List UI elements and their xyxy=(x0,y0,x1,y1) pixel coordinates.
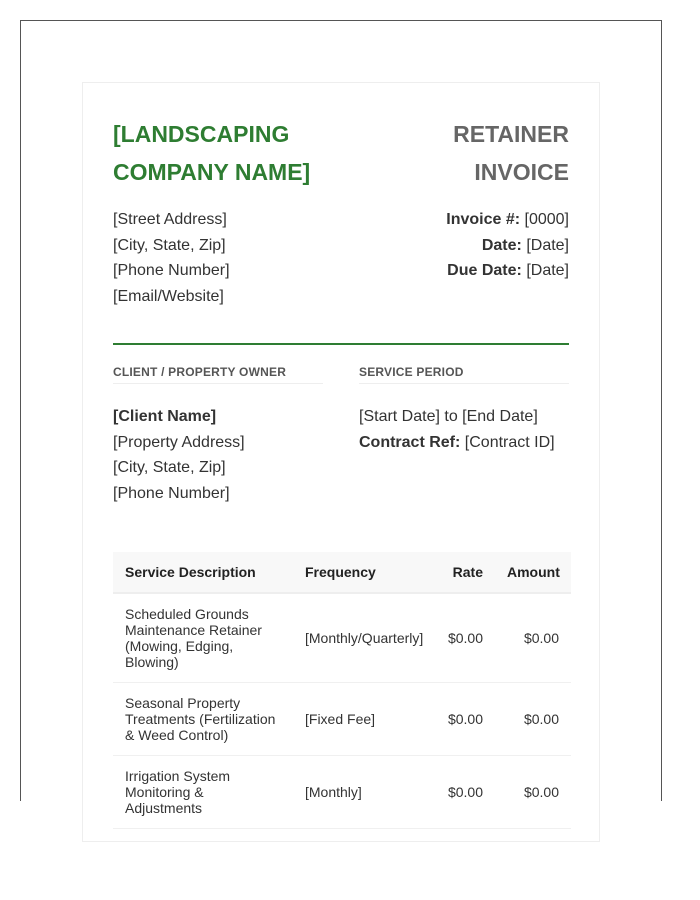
row-description: Seasonal Property Treatments (Fertilization & Weed Control) xyxy=(113,683,293,756)
table-row xyxy=(113,756,571,829)
invoice-meta xyxy=(446,207,569,309)
table-row xyxy=(113,683,571,756)
row-frequency: [Monthly] xyxy=(293,756,431,829)
service-period-heading: SERVICE PERIOD xyxy=(359,365,569,384)
parties-row xyxy=(113,365,569,506)
row-amount: $0.00 xyxy=(495,756,571,829)
header-description: Service Description xyxy=(113,552,293,593)
company-city: [City, State, Zip] xyxy=(113,236,226,254)
row-frequency: [Monthly/Quarterly] xyxy=(293,593,431,683)
client-address: [Property Address] xyxy=(113,433,245,451)
services-table xyxy=(113,552,571,829)
row-amount: $0.00 xyxy=(495,683,571,756)
client-heading: CLIENT / PROPERTY OWNER xyxy=(113,365,323,384)
invoice-number-label: Invoice #: xyxy=(446,211,521,228)
company-email: [Email/Website] xyxy=(113,287,224,305)
header-frequency: Frequency xyxy=(293,552,431,593)
row-description: Scheduled Grounds Maintenance Retainer (Mowing, Edging, Blowing) xyxy=(113,593,293,683)
company-address xyxy=(113,207,230,309)
invoice-due-value: [Date] xyxy=(526,262,569,279)
row-description: Irrigation System Monitoring & Adjustments xyxy=(113,756,293,829)
client-city: [City, State, Zip] xyxy=(113,459,226,476)
client-section xyxy=(113,365,323,506)
row-frequency: [Fixed Fee] xyxy=(293,683,431,756)
invoice-due-date xyxy=(446,258,569,284)
header-rate: Rate xyxy=(431,552,495,593)
client-name: [Client Name] xyxy=(113,408,217,425)
section-divider xyxy=(113,343,569,345)
contract-ref-value: [Contract ID] xyxy=(464,433,555,451)
invoice-due-label: Due Date: xyxy=(447,262,522,279)
row-rate: $0.00 xyxy=(431,756,495,829)
table-header-row xyxy=(113,552,571,593)
invoice-date-value: [Date] xyxy=(526,236,569,254)
client-phone: [Phone Number] xyxy=(113,484,230,502)
service-period-section xyxy=(359,365,569,506)
header-amount: Amount xyxy=(495,552,571,593)
invoice-document xyxy=(82,82,600,842)
invoice-number-value: [0000] xyxy=(524,211,569,228)
row-amount: $0.00 xyxy=(495,593,571,683)
invoice-date xyxy=(446,233,569,259)
row-rate: $0.00 xyxy=(431,683,495,756)
invoice-date-label: Date: xyxy=(481,236,522,254)
page-frame xyxy=(20,20,662,816)
company-name: [LANDSCAPING COMPANY NAME] xyxy=(113,121,311,185)
row-rate: $0.00 xyxy=(431,593,495,683)
invoice-number xyxy=(446,207,569,233)
contract-ref-label: Contract Ref: xyxy=(359,433,461,451)
company-phone: [Phone Number] xyxy=(113,262,230,279)
invoice-title: RETAINER INVOICE xyxy=(453,121,569,185)
company-street: [Street Address] xyxy=(113,211,227,228)
invoice-header xyxy=(113,115,569,191)
table-row xyxy=(113,593,571,683)
contract-ref xyxy=(359,430,569,456)
info-row xyxy=(113,207,569,309)
service-period-range: [Start Date] to [End Date] xyxy=(359,408,538,425)
